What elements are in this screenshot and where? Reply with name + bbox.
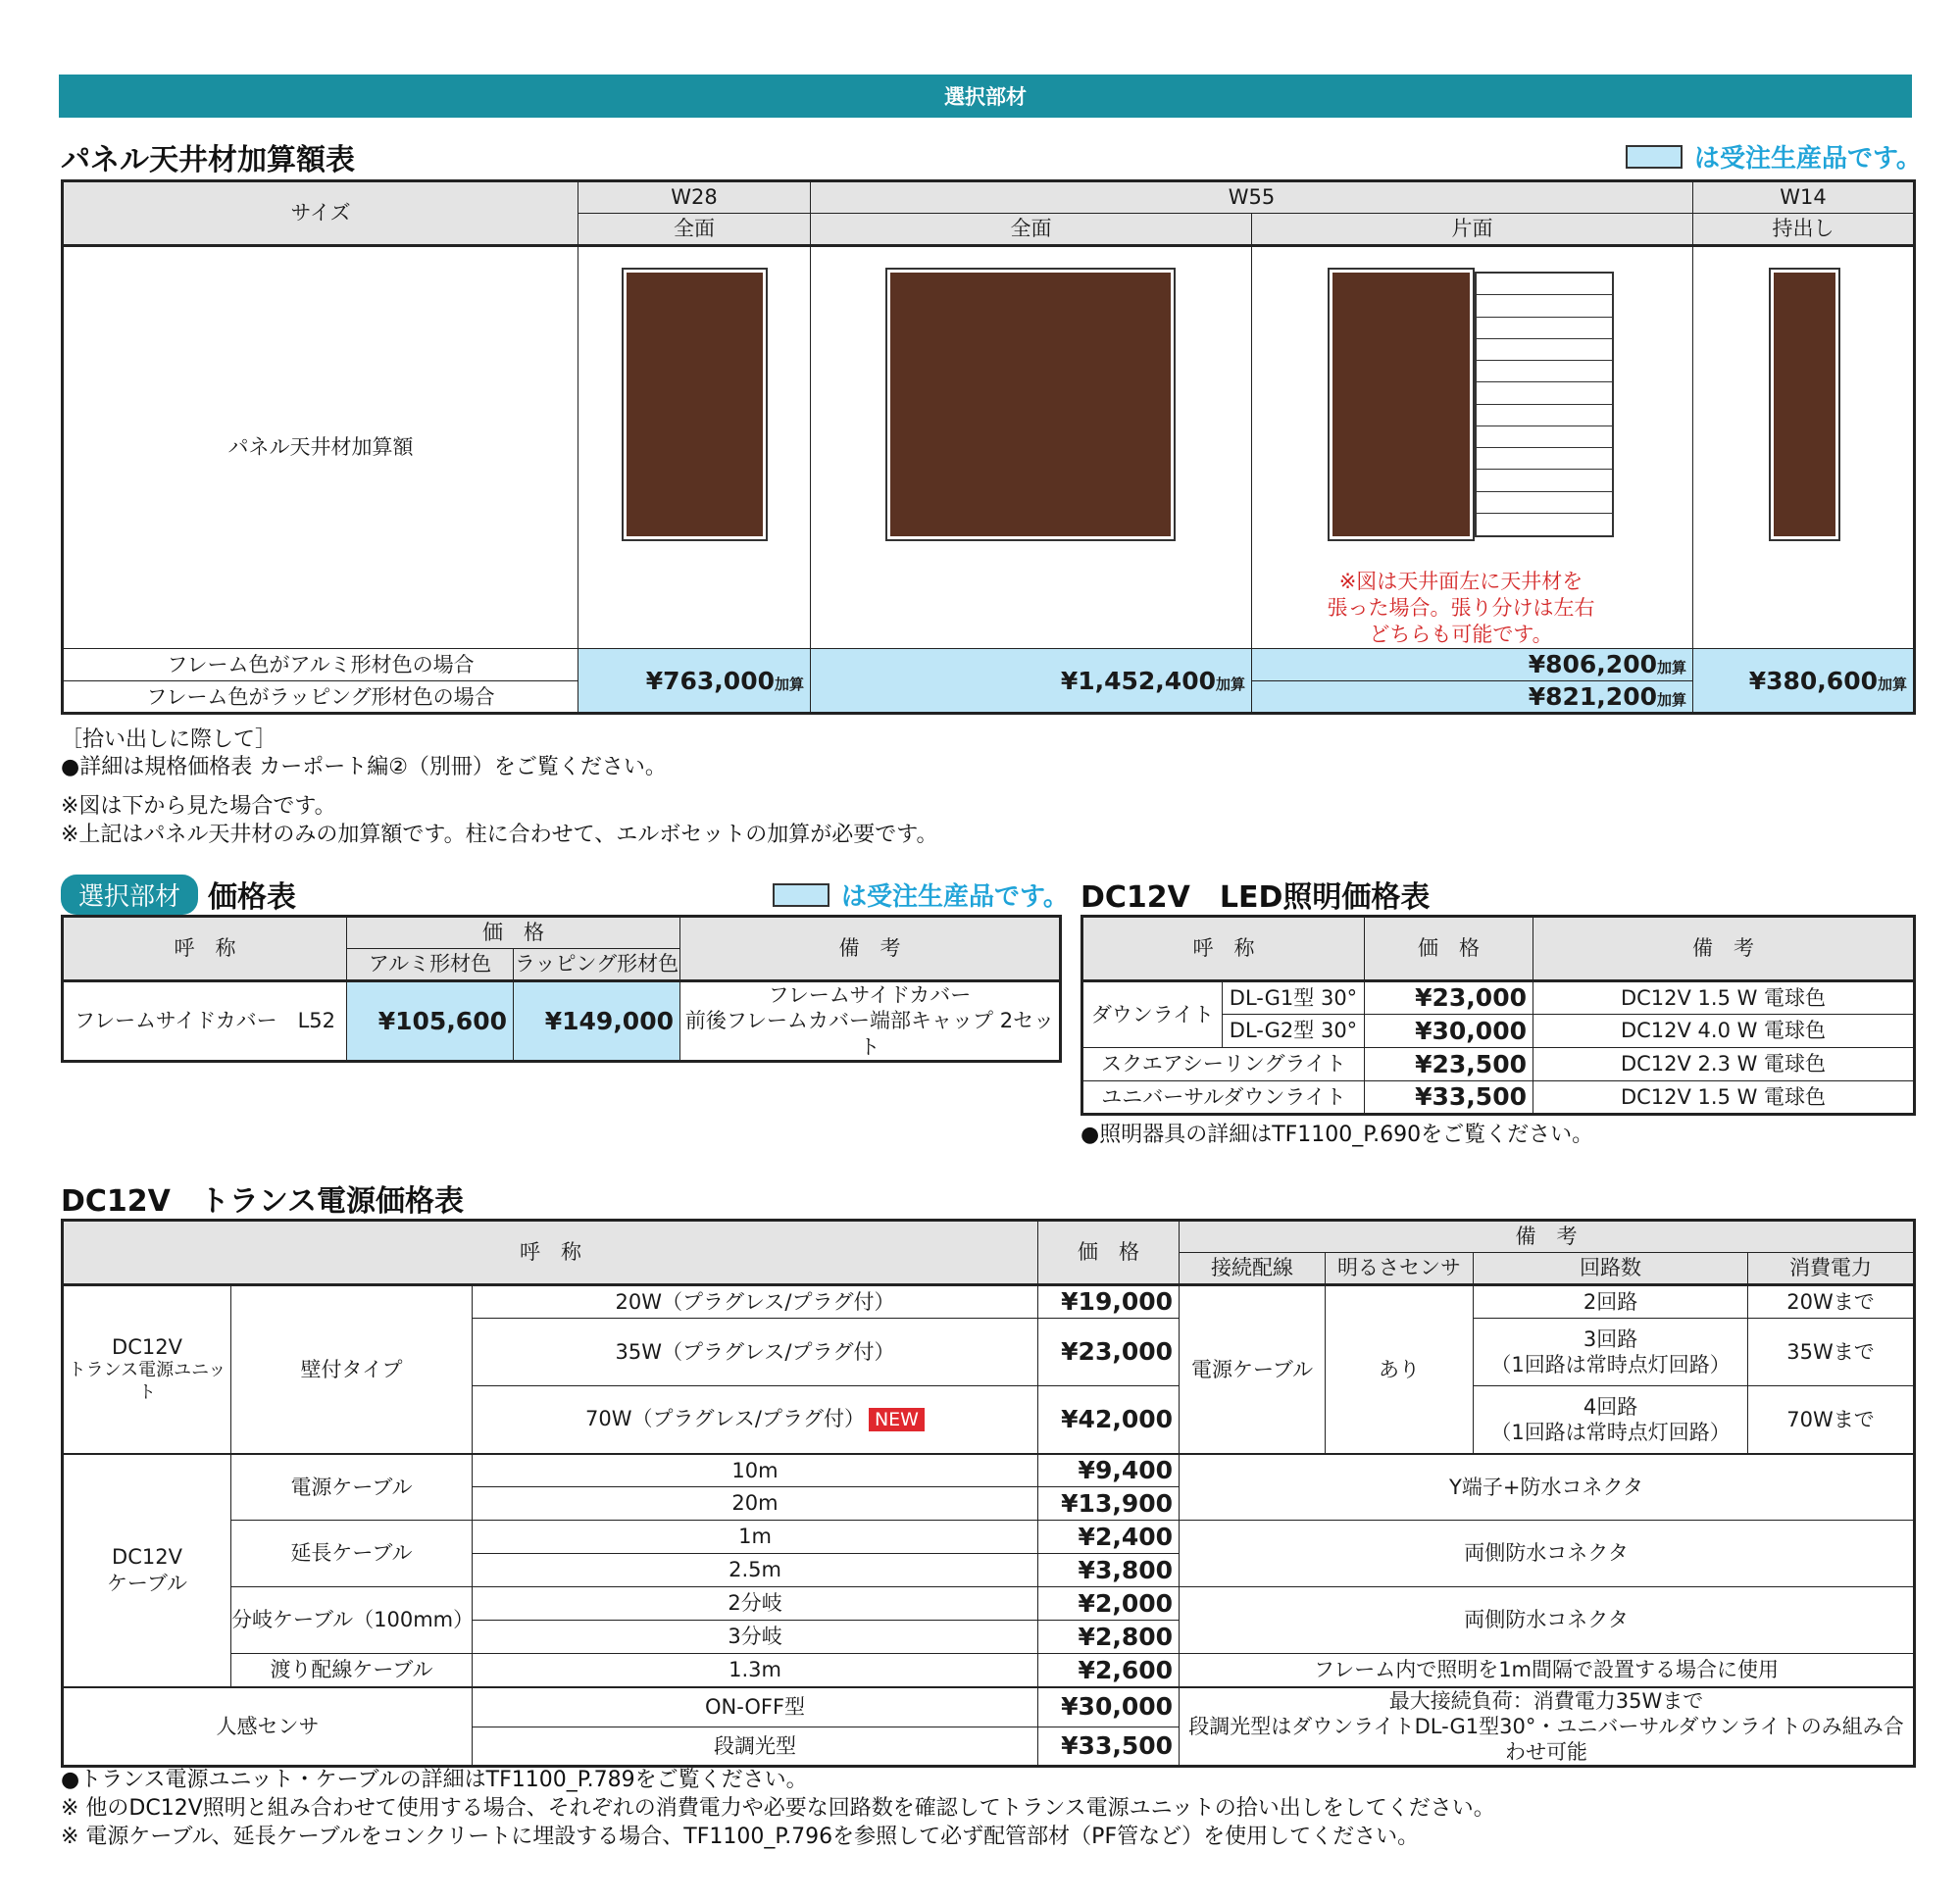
- branch-cable-note: 両側防水コネクタ: [1180, 1587, 1915, 1654]
- branch-2: 2分岐: [473, 1587, 1038, 1621]
- led-row-model: ユニバーサルダウンライト: [1082, 1081, 1365, 1115]
- led-row-model: DL-G1型 30°: [1223, 981, 1365, 1015]
- unit-70w-price: ¥42,000: [1038, 1386, 1180, 1454]
- unit-20w-circuits: 2回路: [1474, 1285, 1748, 1319]
- ext-cable-label: 延長ケーブル: [231, 1521, 473, 1587]
- parts-title: 価格表: [208, 880, 297, 915]
- trans-circuits-header: 回路数: [1474, 1253, 1748, 1285]
- parts-legend: [773, 876, 1069, 913]
- w55-half-panel-diagram: [1330, 270, 1473, 539]
- power-cable-label: 電源ケーブル: [231, 1454, 473, 1521]
- trans-sensor-header: 明るさセンサ: [1326, 1253, 1474, 1285]
- jumper-cable-note: フレーム内で照明を1m間隔で設置する場合に使用: [1180, 1654, 1915, 1687]
- cable-group-label: DC12V ケーブル: [63, 1454, 231, 1687]
- unit-group-label: DC12V トランス電源ユニット: [63, 1285, 231, 1454]
- panel-table-title: パネル天井材加算額表: [61, 143, 355, 177]
- branch-3-price: ¥2,800: [1038, 1621, 1180, 1654]
- sensor-dim-price: ¥33,500: [1038, 1727, 1180, 1767]
- parts-pill: 選択部材: [61, 875, 198, 915]
- frame-wrap-label: フレーム色がラッピング形材色の場合: [63, 681, 578, 714]
- led-row-note: DC12V 4.0 W 電球色: [1533, 1015, 1915, 1048]
- w14-price: ¥380,600加算: [1693, 649, 1915, 714]
- trans-wiring-header: 接続配線: [1180, 1253, 1326, 1285]
- unit-70w: 70W（プラグレス/プラグ付） NEW: [473, 1386, 1038, 1454]
- ext-cable-note: 両側防水コネクタ: [1180, 1521, 1915, 1587]
- unit-35w-power: 35Wまで: [1748, 1319, 1915, 1386]
- note-detail: ●詳細は規格価格表 カーポート編②（別冊）をご覧ください。: [61, 755, 667, 779]
- branch-3: 3分岐: [473, 1621, 1038, 1654]
- led-row-model: DL-G2型 30°: [1223, 1015, 1365, 1048]
- w55-half-price-wrap: ¥821,200加算: [1252, 681, 1693, 714]
- unit-70w-power: 70Wまで: [1748, 1386, 1915, 1454]
- branch-cable-label: 分岐ケーブル（100mm）: [231, 1587, 473, 1654]
- unit-wiring: 電源ケーブル: [1180, 1285, 1326, 1454]
- led-downlight-label: ダウンライト: [1082, 981, 1223, 1048]
- trans-note-conduit: ※ 電源ケーブル、延長ケーブルをコンクリートに埋設する場合、TF1100_P.796を参照して必ず配管部材（PF管など）を使用してください。: [61, 1825, 1420, 1849]
- trans-price-table: [61, 1219, 1916, 1768]
- trans-power-header: 消費電力: [1748, 1253, 1915, 1285]
- power-cable-10m: 10m: [473, 1454, 1038, 1487]
- size-header: サイズ: [63, 181, 578, 246]
- w55-half-header: 片面: [1252, 214, 1693, 246]
- panel-row-label: パネル天井材加算額: [63, 246, 578, 649]
- led-row-note: DC12V 1.5 W 電球色: [1533, 1081, 1915, 1115]
- power-cable-10m-price: ¥9,400: [1038, 1454, 1180, 1487]
- led-row-price: ¥23,000: [1365, 981, 1533, 1015]
- unit-20w: 20W（プラグレス/プラグ付）: [473, 1285, 1038, 1319]
- w14-header-sub: 持出し: [1693, 214, 1915, 246]
- w55-half-open-area: [1475, 272, 1614, 537]
- note-view: ※図は下から見た場合です。: [61, 794, 336, 819]
- led-footnote: ●照明器具の詳細はTF1100_P.690をご覧ください。: [1081, 1123, 1594, 1147]
- power-cable-20m-price: ¥13,900: [1038, 1487, 1180, 1521]
- trans-price-header: 価 格: [1038, 1221, 1180, 1285]
- led-row-price: ¥30,000: [1365, 1015, 1533, 1048]
- sensor-note: 最大接続負荷：消費電力35Wまで 段調光型はダウンライトDL-G1型30°・ユニバーサルダウンライトのみ組み合わせ可能: [1180, 1687, 1915, 1767]
- jumper-cable-label: 渡り配線ケーブル: [231, 1654, 473, 1687]
- unit-sensor: あり: [1326, 1285, 1474, 1454]
- led-name-header: 呼 称: [1082, 917, 1365, 981]
- parts-item-wrap-price: ¥149,000: [514, 981, 680, 1062]
- unit-35w: 35W（プラグレス/プラグ付）: [473, 1319, 1038, 1386]
- diagram-red-note: ※図は天井面左に天井材を 張った場合。張り分けは左右 どちらも可能です。: [1327, 570, 1595, 646]
- ext-cable-2-5m-price: ¥3,800: [1038, 1554, 1180, 1587]
- w28-panel-diagram: [624, 270, 766, 539]
- power-cable-20m: 20m: [473, 1487, 1038, 1521]
- led-row-note: DC12V 2.3 W 電球色: [1533, 1048, 1915, 1081]
- new-badge: NEW: [869, 1408, 925, 1431]
- sensor-onoff-price: ¥30,000: [1038, 1687, 1180, 1727]
- parts-item-name: フレームサイドカバー L52: [63, 981, 347, 1062]
- parts-legend-text: は受注生産品です。: [841, 882, 1069, 912]
- w28-full-header: 全面: [578, 214, 811, 246]
- made-to-order-legend: [1626, 138, 1922, 175]
- parts-section-header: [61, 873, 296, 916]
- led-row-price: ¥23,500: [1365, 1048, 1533, 1081]
- led-table-title: DC12V LED照明価格表: [1081, 880, 1431, 915]
- led-row-note: DC12V 1.5 W 電球色: [1533, 981, 1915, 1015]
- unit-70w-circuits: 4回路 （1回路は常時点灯回路）: [1474, 1386, 1748, 1454]
- trans-note-combine: ※ 他のDC12V照明と組み合わせて使用する場合、それぞれの消費電力や必要な回路数を確認してトランス電源ユニットの拾い出しをしてください。: [61, 1796, 1495, 1821]
- parts-item-note: フレームサイドカバー 前後フレームカバー端部キャップ 2セット: [680, 981, 1061, 1062]
- unit-35w-price: ¥23,000: [1038, 1319, 1180, 1386]
- led-price-header: 価 格: [1365, 917, 1533, 981]
- trans-note-detail: ●トランス電源ユニット・ケーブルの詳細はTF1100_P.789をご覧ください。: [61, 1768, 808, 1792]
- ext-cable-1m: 1m: [473, 1521, 1038, 1554]
- parts-price-header: 価 格: [347, 917, 680, 949]
- ext-cable-2-5m: 2.5m: [473, 1554, 1038, 1587]
- jumper-1-3m: 1.3m: [473, 1654, 1038, 1687]
- w55-full-panel-diagram: [887, 270, 1174, 539]
- parts-note-header: 備 考: [680, 917, 1061, 981]
- unit-20w-power: 20Wまで: [1748, 1285, 1915, 1319]
- frame-alumi-label: フレーム色がアルミ形材色の場合: [63, 649, 578, 681]
- legend-text: は受注生産品です。: [1694, 144, 1922, 174]
- note-elbow: ※上記はパネル天井材のみの加算額です。柱に合わせて、エルボセットの加算が必要です。: [61, 823, 938, 847]
- motion-sensor-label: 人感センサ: [63, 1687, 473, 1767]
- ext-cable-1m-price: ¥2,400: [1038, 1521, 1180, 1554]
- jumper-1-3m-price: ¥2,600: [1038, 1654, 1180, 1687]
- w55-full-price: ¥1,452,400加算: [811, 649, 1252, 714]
- led-row-price: ¥33,500: [1365, 1081, 1533, 1115]
- wall-type-label: 壁付タイプ: [231, 1285, 473, 1454]
- led-row-model: スクエアシーリングライト: [1082, 1048, 1365, 1081]
- trans-table-title: DC12V トランス電源価格表: [61, 1184, 464, 1219]
- w28-price: ¥763,000加算: [578, 649, 811, 714]
- parts-item-alumi-price: ¥105,600: [347, 981, 514, 1062]
- w28-header: W28: [578, 181, 811, 214]
- note-pickup: ［拾い出しに際して］: [61, 727, 277, 752]
- parts-wrap-header: ラッピング形材色: [514, 949, 680, 981]
- unit-20w-price: ¥19,000: [1038, 1285, 1180, 1319]
- parts-price-table: [61, 915, 1062, 1063]
- sensor-onoff: ON-OFF型: [473, 1687, 1038, 1727]
- w55-half-price-alumi: ¥806,200加算: [1252, 649, 1693, 681]
- trans-name-header: 呼 称: [63, 1221, 1038, 1285]
- parts-alumi-header: アルミ形材色: [347, 949, 514, 981]
- w14-panel-diagram: [1771, 270, 1838, 539]
- parts-legend-swatch: [773, 883, 829, 907]
- w55-header: W55: [811, 181, 1693, 214]
- branch-2-price: ¥2,000: [1038, 1587, 1180, 1621]
- led-note-header: 備 考: [1533, 917, 1915, 981]
- section-banner: 選択部材: [59, 75, 1912, 118]
- parts-name-header: 呼 称: [63, 917, 347, 981]
- led-price-table: [1081, 915, 1916, 1116]
- w14-header: W14: [1693, 181, 1915, 214]
- legend-swatch: [1626, 145, 1683, 169]
- w55-full-header: 全面: [811, 214, 1252, 246]
- power-cable-note: Y端子+防水コネクタ: [1180, 1454, 1915, 1521]
- unit-35w-circuits: 3回路 （1回路は常時点灯回路）: [1474, 1319, 1748, 1386]
- sensor-dim: 段調光型: [473, 1727, 1038, 1767]
- trans-note-header: 備 考: [1180, 1221, 1915, 1253]
